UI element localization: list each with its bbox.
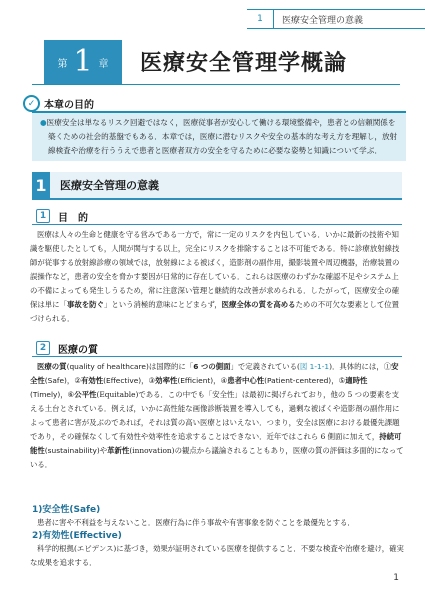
checkmark-icon: ✓ <box>23 95 40 112</box>
chapter-number-box <box>44 40 122 84</box>
bullet-dot-icon: ● <box>40 118 47 127</box>
subsection-heading-purpose <box>32 208 402 225</box>
running-header-chapter-number: 1 <box>247 10 274 28</box>
section-title: 医療安全管理の意義 <box>60 179 159 192</box>
chapter-title: 医療安全管理学概論 <box>140 51 348 76</box>
objectives-text: 医療安全は単なるリスク回避ではなく，医療従事者が安心して働ける環境整備や，患者との信頼関係を築くための社会的基盤でもある．本章では，医療に潜むリスクや安全の基本的な考え方を理解し，放射線検査や治療を行ううえで患者と医療者双方の安全を守るために必要な姿勢と知識について学ぶ． <box>46 118 398 155</box>
keyword-quality: 医療の質 <box>37 362 67 371</box>
subsection-number: 1 <box>36 209 50 223</box>
figure-reference-link[interactable]: 図 1-1-1 <box>299 362 330 371</box>
purpose-paragraph: 医療は人々の生命と健康を守る営みである一方で，常に一定のリスクを内包している．いかに最新の技術や知識を駆使したとしても，人間が関与する以上，完全にリスクを排除することは不可能である．特に診療放射線技師が従事する放射線診療の領域では，放射線による被ばく，造影剤の副作用，撮影装置や周辺機器，治療装置の誤操作など，患者の安全を脅かす要因が日常的に存在している．これらは医療のわずかな確認不足やシステム上の不備によっても発生しうるため，常に注意深い管理と継続的な改善が求められる．したがって，医療安全の確保は単に「事故を防ぐ」という消極的意味にとどまらず，医療全体の質を高めるための不可欠な要素として位置づけられる． <box>30 230 400 323</box>
running-header-title: 医療安全管理の意義 <box>282 15 364 26</box>
keyword-six-aspects: 6 つの側面 <box>193 362 231 371</box>
subsection-title: 医療の質 <box>58 344 98 356</box>
chapter-number: 1 <box>73 44 93 79</box>
keyword-innovation: 革新性 <box>107 446 130 455</box>
chapter-prefix: 第 <box>57 58 68 70</box>
subsection-heading-quality <box>32 340 402 357</box>
subsection-title: 目 的 <box>58 212 88 224</box>
effective-paragraph: 科学的根拠(エビデンス)に基づき，効果が証明されている医療を提供すること．不要な検査や治療を避け，確実な成果を追求する． <box>30 544 404 567</box>
keyword-sustainability: 持続可能性 <box>30 432 402 455</box>
chapter-heading <box>32 40 400 85</box>
keyword-improve-quality: 医療全体の質を高める <box>221 300 296 309</box>
objectives-paragraph <box>32 113 406 158</box>
subsection-number: 2 <box>36 341 50 355</box>
section-number: 1 <box>32 172 50 198</box>
heading-safe: 1)安全性(Safe) <box>32 505 101 515</box>
objectives-label: 本章の目的 <box>44 100 94 111</box>
safe-paragraph: 患者に害や不利益を与えないこと．医療行為に伴う事故や有害事象を防ぐことを最優先とする． <box>37 518 355 527</box>
objectives-heading <box>23 95 94 112</box>
chapter-suffix: 章 <box>98 58 109 70</box>
section-heading <box>32 172 402 200</box>
running-header <box>247 9 425 29</box>
keyword-prevent-accidents: 事故を防ぐ <box>66 300 104 309</box>
page-number: 1 <box>393 573 399 583</box>
quality-paragraph: 医療の質(quality of healthcare)は国際的に「6 つの側面」で定義されている(図 1-1-1)．具体的には，①安全性(Safe)，②有効性(Effective)，③効率性(Efficient)，④患者中心性(Patient-centered)，⑤適時性(Timely)，⑥公平性(Equitable)である．この中でも「安全性」は最初に掲げられており，他の 5 つの要素を支える土台とされている．例えば，いかに高性能な画像診断装置を導入しても，過剰な被ばくや造影剤の副作用によって患者に害が及ぶのであれば，それは質の高い医療とはいえない．つまり，安全は医療における最優先課題であり，その確保なくして有効性や効率性を追求することはできない．近年ではこれら 6 側面に加えて，持続可能性(sustainability)や革新性(innovation)の観点から議論されることもあり，医療の質の評価は多面的になっている． <box>30 362 404 469</box>
heading-effective: 2)有効性(Effective) <box>32 531 122 541</box>
objectives-box <box>32 111 406 161</box>
